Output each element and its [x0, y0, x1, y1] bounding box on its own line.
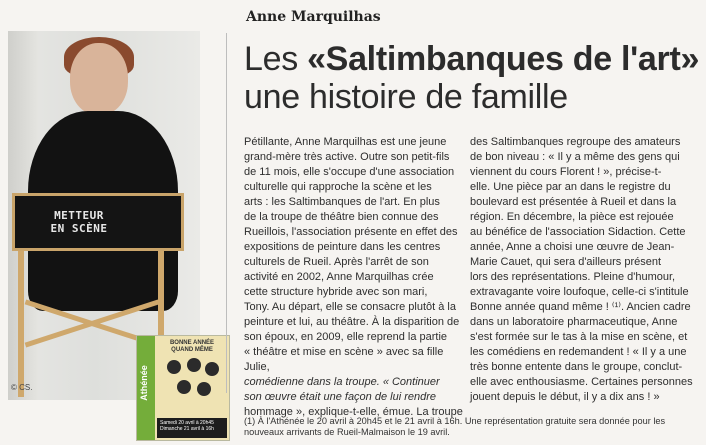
text-line: elle avec enthousiasme. Certaines personnes [470, 376, 693, 388]
text-line: de la troupe de théâtre bien connue des [244, 211, 439, 223]
text-line: de bon niveau : « Il y a même des gens qui [470, 151, 680, 163]
text-line: des Saltimbanques regroupe des amateurs [470, 136, 681, 148]
text-line: hommage », explique-t-elle, émue. La troupe [244, 406, 463, 418]
photo-credit: © CS. [11, 383, 33, 392]
chair-text-line-2: EN SCÈNE [50, 222, 108, 235]
title-prefix: Les [244, 40, 308, 78]
poster-faces [163, 358, 221, 406]
text-line: grand-mère très active. Outre son petit-fils [244, 151, 450, 163]
title-bold: «Saltimbanques de l'art» [307, 40, 700, 78]
text-line: elle. Une pièce par an dans le registre du [470, 181, 671, 193]
text-line: année, Anne a choisi une œuvre de Jean- [470, 241, 675, 253]
article-column-1 [244, 135, 469, 420]
chair-text-line-1: METTEUR [54, 209, 104, 222]
play-poster [136, 335, 230, 441]
poster-venue-label: Athénée [139, 365, 149, 401]
text-line: cette structure hybride avec son mari, [244, 286, 428, 298]
text-line: très bonne entente dans le groupe, conclut- [470, 361, 683, 373]
text-line: au bénéfice de l'association Sidaction. Cette [470, 226, 686, 238]
text-line: jouent depuis le début, il y a dix ans ! » [470, 391, 660, 403]
text-line: culturelle qui rapproche la scène et les [244, 181, 432, 193]
text-line: Pétillante, Anne Marquilhas est une jeune [244, 136, 447, 148]
text-line: « théâtre et mise en scène » avec sa fille Julie, [244, 346, 444, 373]
text-line: région. En décembre, la pièce est rejouée [470, 211, 674, 223]
chair-text [46, 209, 112, 235]
text-line: activité en 2002, Anne Marquilhas crée [244, 271, 434, 283]
text-line: dans un laboratoire pharmaceutique, Anne [470, 316, 678, 328]
article-column-2 [470, 135, 702, 405]
text-line: expositions de peinture dans les centres [244, 241, 441, 253]
column-divider [226, 33, 227, 393]
author-name: Anne Marquilhas [246, 9, 381, 25]
text-line: Rueillois, l'association présente en effet des [244, 226, 458, 238]
footnote: (1) À l'Athénée le 20 avril à 20h45 et le 21 avril à 16h. Une représentation gratuite sera donnée pour les nouveaux arrivants de Rueil-Malmaison le 19 avril. [244, 416, 666, 437]
text-line: arts : les Saltimbanques de l'art. En plus [244, 196, 440, 208]
text-line: comédienne dans la troupe. « Continuer [244, 376, 440, 388]
poster-dates: Samedi 20 avril à 20h45 Dimanche 21 avril à 16h [157, 418, 227, 438]
article-title-line-2: une histoire de famille [244, 78, 568, 116]
text-line: viennent du cours Florent ! », précise-t- [470, 166, 662, 178]
text-line: culturels de Rueil. Après l'arrêt de son [244, 256, 429, 268]
article-title-line-1 [244, 40, 699, 79]
text-line: Bonne année quand même ! ⁽¹⁾. Ancien cadre [470, 301, 691, 313]
text-line: boulevard est présentée à Rueil et dans la [470, 196, 677, 208]
poster-title: BONNE ANNÉE QUAND MÊME [169, 340, 215, 353]
text-line: extravagante voire loufoque, celle-ci s'intitule [470, 286, 689, 298]
text-line: peinture et lui, au théâtre. À la disparition de [244, 316, 460, 328]
text-line: son œuvre était une façon de lui rendre [244, 391, 437, 403]
text-line: Tony. Au départ, elle se consacre plutôt à la [244, 301, 456, 313]
text-line: Marie Cauet, qui sera d'ailleurs présent [470, 256, 662, 268]
text-line: son époux, en 2009, elle reprend la partie [244, 331, 448, 343]
text-line: lors des représentations. Pleine d'humour, [470, 271, 676, 283]
text-line: les comédiens en redemandent ! « Il y a une [470, 346, 687, 358]
text-line: de 11 mois, elle s'occupe d'une association [244, 166, 455, 178]
text-line: s'est formée sur le tas à la mise en scène, et [470, 331, 688, 343]
